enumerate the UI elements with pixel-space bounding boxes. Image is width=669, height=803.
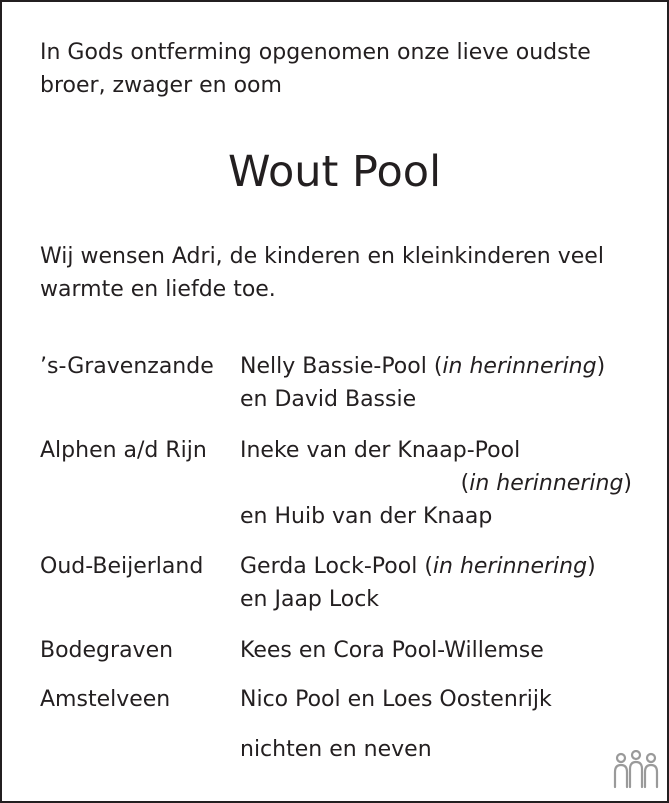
wish-line-1: Wij wensen Adri, de kinderen en kleinkinderen veel bbox=[40, 244, 604, 269]
intro-line-2: broer, zwager en oom bbox=[40, 73, 282, 98]
remembrance-note: in herinnering bbox=[469, 471, 624, 496]
family-place: Amstelveen bbox=[40, 687, 171, 712]
family-place: ’s-Gravenzande bbox=[40, 354, 214, 379]
family-member-name: Gerda Lock-Pool (in herinnering) bbox=[240, 554, 596, 579]
family-member-name: Nico Pool en Loes Oostenrijk bbox=[240, 687, 552, 712]
family-place: Alphen a/d Rijn bbox=[40, 438, 207, 463]
family-member-name: Kees en Cora Pool-Willemse bbox=[240, 638, 544, 663]
intro-line-1: In Gods ontferming opgenomen onze lieve oudste bbox=[40, 40, 591, 65]
family-place: Oud-Beijerland bbox=[40, 554, 204, 579]
closing-text: nichten en neven bbox=[240, 737, 432, 762]
family-member-name: Ineke van der Knaap-Pool bbox=[240, 438, 521, 463]
family-member-name: Nelly Bassie-Pool (in herinnering) bbox=[240, 354, 606, 379]
remembrance-note: in herinnering bbox=[442, 354, 597, 379]
deceased-name: Wout Pool bbox=[227, 147, 442, 197]
wish-line-2: warmte en liefde toe. bbox=[40, 277, 276, 302]
remembrance-note-line: (in herinnering) bbox=[460, 471, 632, 496]
remembrance-note: in herinnering bbox=[432, 554, 588, 579]
family-people-icon bbox=[612, 750, 660, 790]
intro-text bbox=[40, 36, 591, 102]
family-partner: en Huib van der Knaap bbox=[240, 504, 493, 529]
family-partner: en David Bassie bbox=[240, 387, 417, 412]
family-partner: en Jaap Lock bbox=[240, 587, 380, 612]
wish-text bbox=[40, 240, 604, 306]
family-place: Bodegraven bbox=[40, 638, 174, 663]
